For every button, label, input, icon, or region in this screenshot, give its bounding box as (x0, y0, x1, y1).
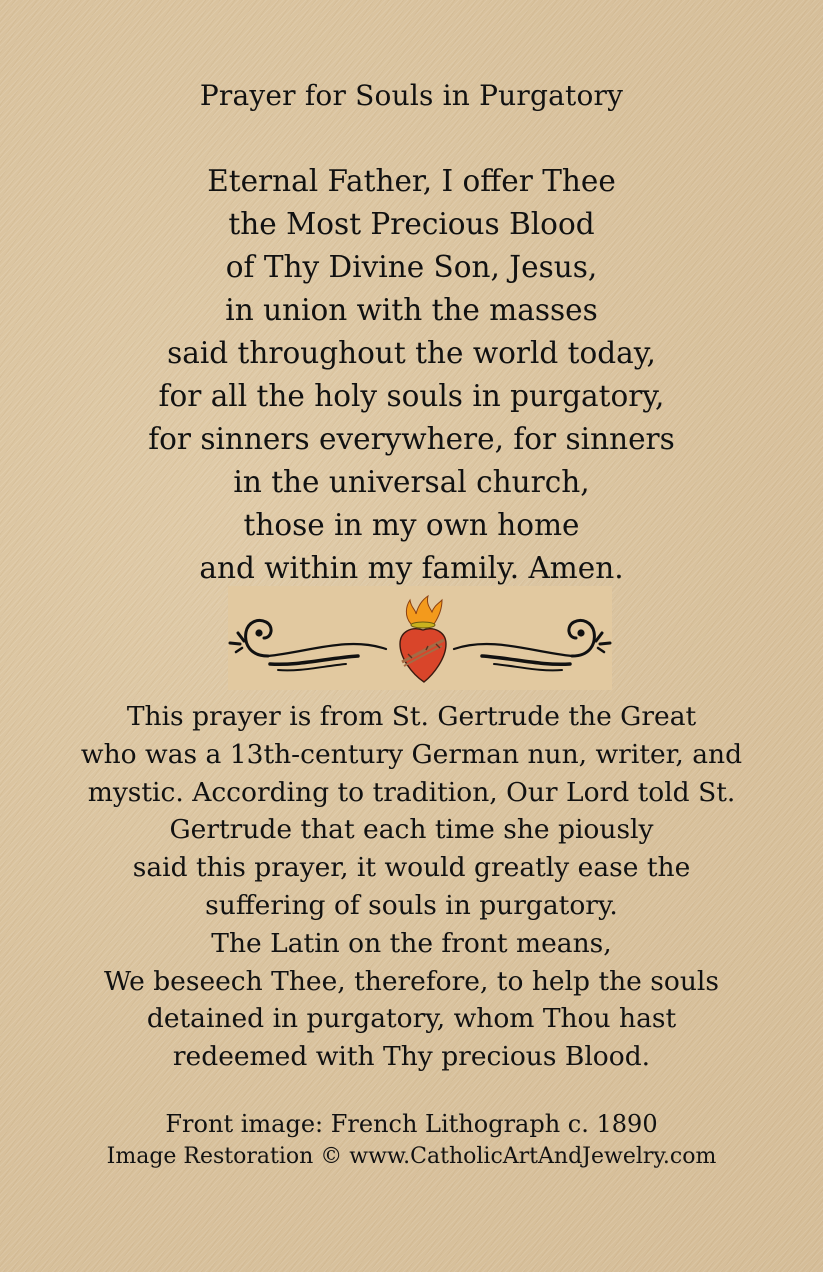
restoration-credit: Image Restoration © www.CatholicArtAndJewelry.com (106, 1144, 717, 1169)
note-line: said this prayer, it would greatly ease the (132, 852, 691, 884)
prayer-line: the Most Precious Blood (228, 207, 595, 241)
note-line: suffering of souls in purgatory. (205, 889, 618, 921)
prayer-line: for all the holy souls in purgatory, (158, 379, 665, 413)
explanation-text (0, 698, 823, 1076)
prayer-line: of Thy Divine Son, Jesus, (225, 250, 598, 284)
note-line: We beseech Thee, therefore, to help the souls (104, 965, 719, 997)
card-title: Prayer for Souls in Purgatory (199, 79, 624, 112)
note-line: redeemed with Thy precious Blood. (172, 1041, 651, 1073)
prayer-line: and within my family. Amen. (199, 551, 624, 585)
scroll-flourish-icon (230, 620, 386, 670)
ornament-divider (228, 586, 612, 690)
prayer-line: in union with the masses (225, 293, 598, 327)
credits (0, 1106, 823, 1172)
sacred-heart-icon (228, 586, 612, 690)
note-line: Gertrude that each time she piously (169, 814, 654, 846)
prayer-line: Eternal Father, I offer Thee (207, 164, 616, 198)
prayer-line: for sinners everywhere, for sinners (148, 422, 675, 456)
note-line: mystic. According to tradition, Our Lord told St. (87, 776, 736, 808)
prayer-line: said throughout the world today, (167, 336, 656, 370)
note-line: who was a 13th-century German nun, writer, and (80, 738, 743, 770)
prayer-text (0, 160, 823, 590)
note-line: detained in purgatory, whom Thou hast (146, 1003, 677, 1035)
prayer-line: those in my own home (243, 508, 580, 542)
prayer-line: in the universal church, (233, 465, 590, 499)
note-line: The Latin on the front means, (211, 927, 612, 959)
front-image-credit: Front image: French Lithograph c. 1890 (165, 1110, 658, 1138)
note-line: This prayer is from St. Gertrude the Great (126, 701, 697, 732)
